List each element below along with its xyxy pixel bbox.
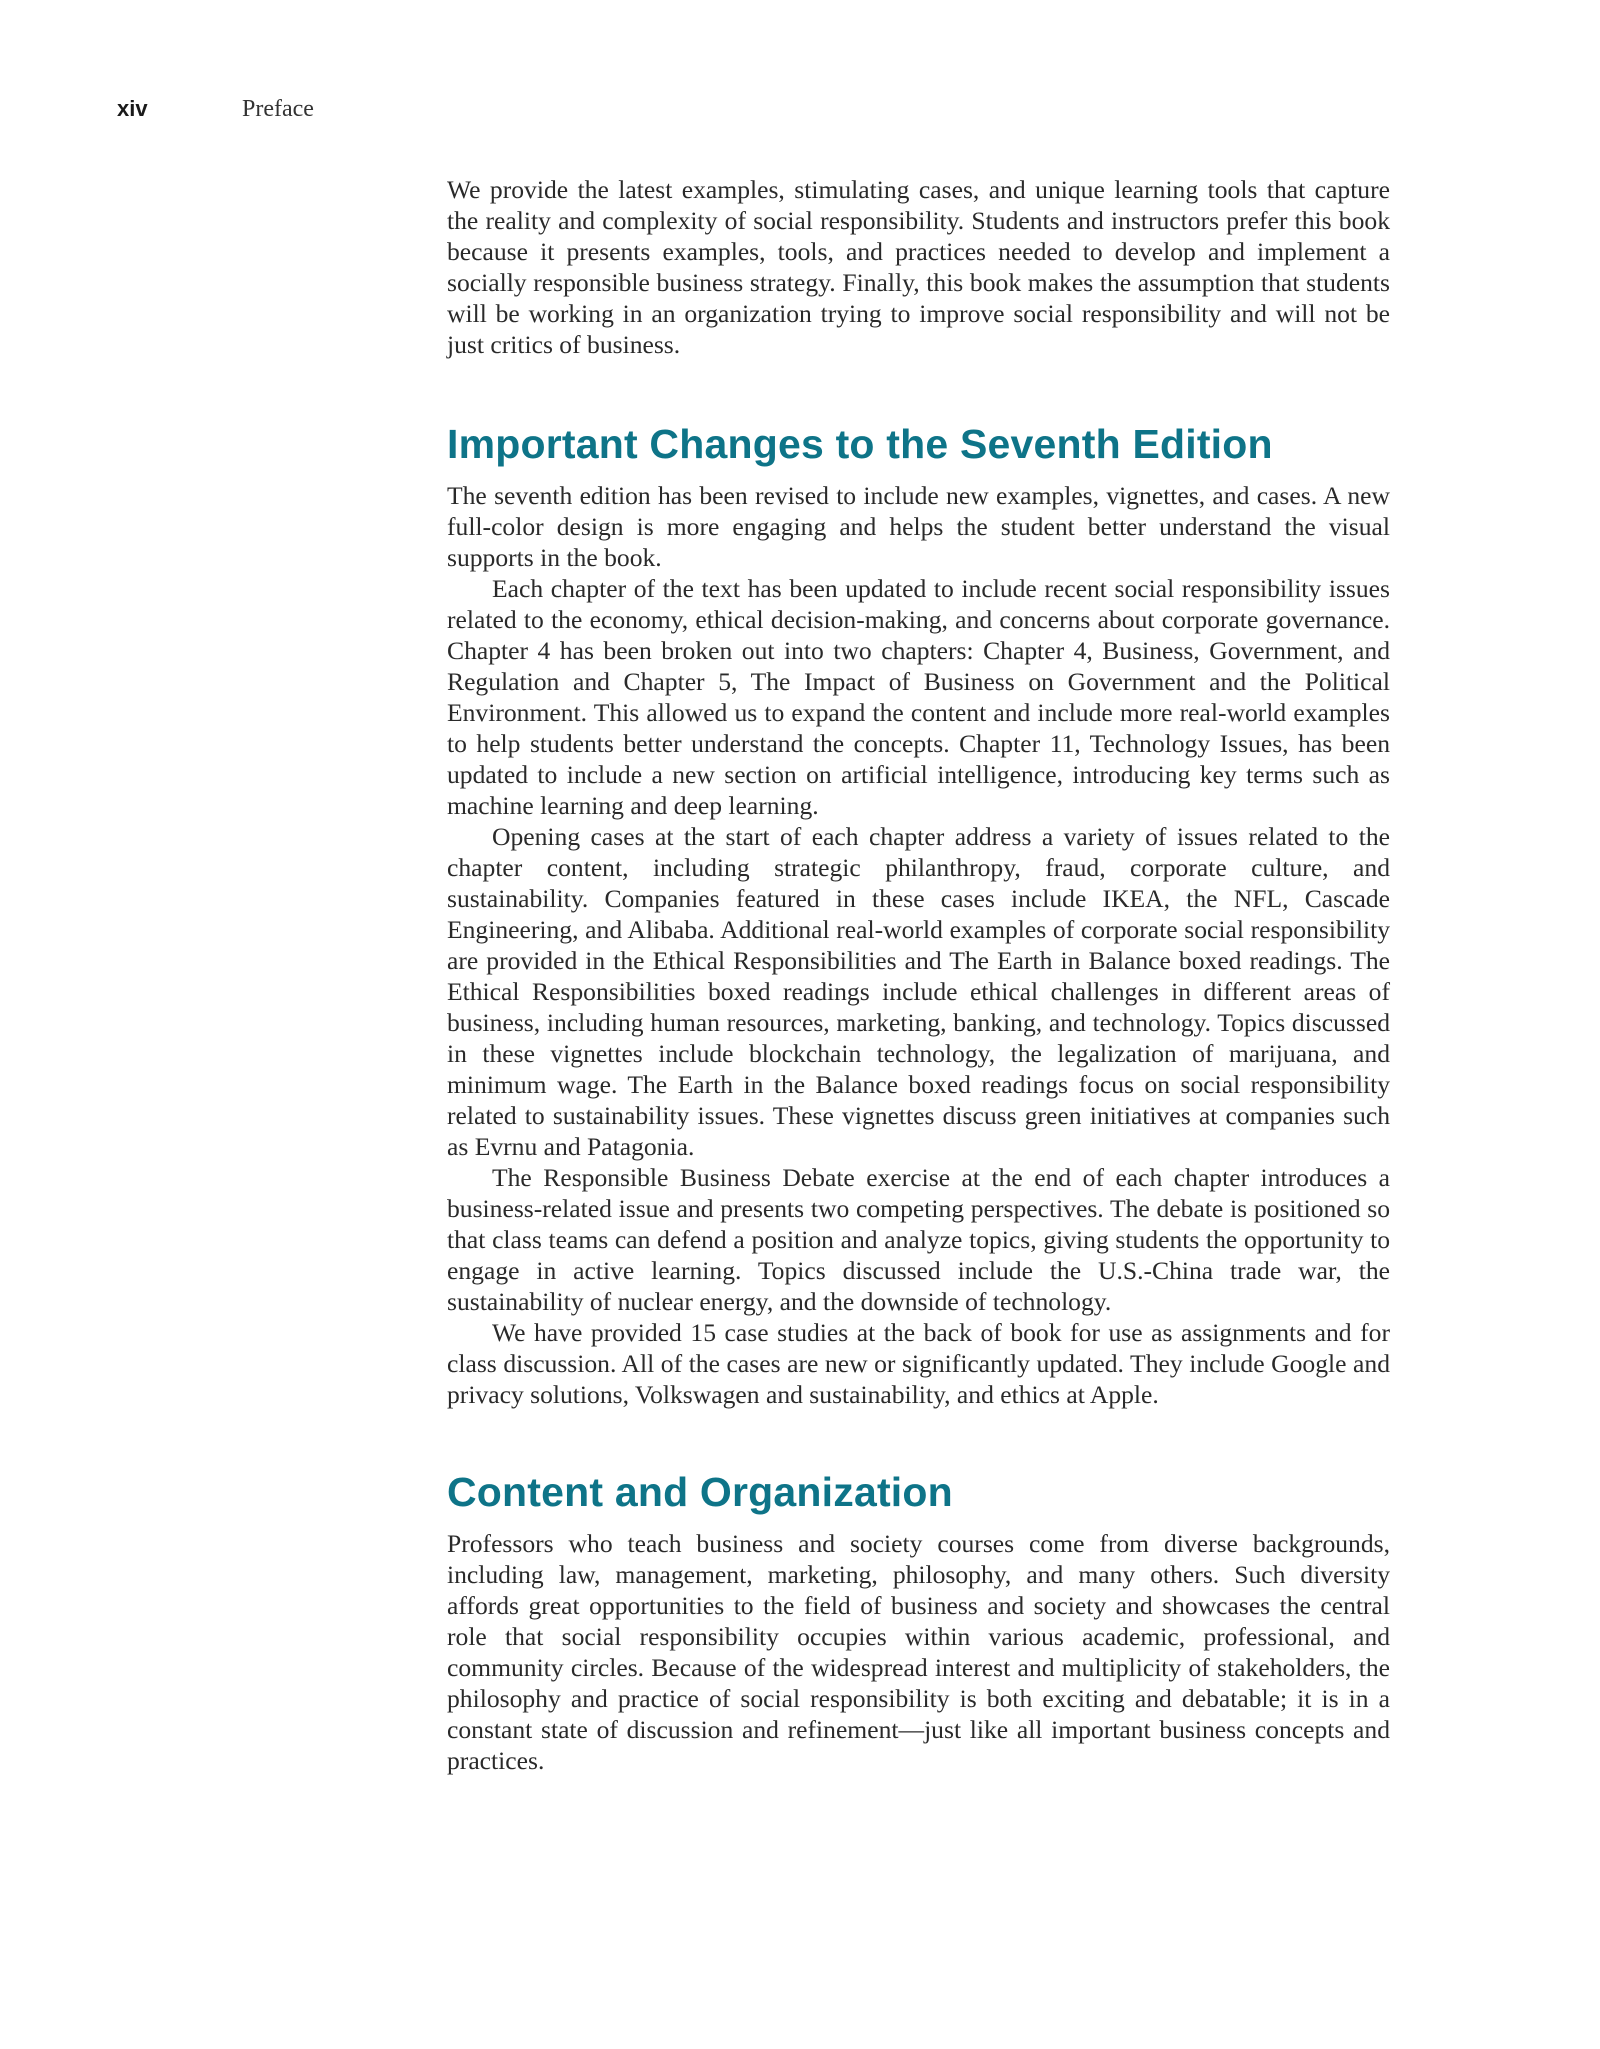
changes-paragraph-5: We have provided 15 case studies at the back of book for use as assignments and for class discussion. All of the cases are new or significantly updated. They include Google and privacy solutions, Volkswagen and sustainability, and ethics at Apple. (447, 1318, 1390, 1409)
changes-paragraph-4: The Responsible Business Debate exercise at the end of each chapter introduces a business-related issue and presents two competing perspectives. The debate is positioned so that class teams can defend a position and analyze topics, giving students the opportunity to engage in active learning. Topics discussed include the U.S.-China trade war, the sustainability of nuclear energy, and the downside of technology. (447, 1163, 1390, 1316)
running-head-section: Preface (242, 96, 314, 122)
content-paragraph-1: Professors who teach business and society courses come from diverse backgrounds, including law, management, marketing, philosophy, and many others. Such diversity affords great opportunities to the field of business and society and showcases the central role that social responsibility occupies within various academic, professional, and community circles. Because of the widespread interest and multiplicity of stakeholders, the philosophy and practice of social responsibility is both exciting and debatable; it is in a constant state of discussion and refinement—just like all important business concepts and practices. (447, 1529, 1390, 1775)
page-number: xiv (117, 96, 148, 121)
running-head (117, 96, 314, 126)
changes-paragraph-1: The seventh edition has been revised to include new examples, vignettes, and cases. A new full-color design is more engaging and helps the student better understand the visual supports in the book. (447, 481, 1390, 572)
changes-paragraph-2: Each chapter of the text has been updated to include recent social responsibility issues related to the economy, ethical decision-making, and concerns about corporate governance. Chapter 4 has been broken out into two chapters: Chapter 4, Business, Government, and Regulation and Chapter 5, The Impact of Business on Government and the Political Environment. This allowed us to expand the content and include more real-world examples to help students better understand the concepts. Chapter 11, Technology Issues, has been updated to include a new section on artificial intelligence, introducing key terms such as machine learning and deep learning. (447, 574, 1390, 820)
main-text-column (447, 174, 1390, 1776)
changes-paragraph-3: Opening cases at the start of each chapter address a variety of issues related to the chapter content, including strategic philanthropy, fraud, corporate culture, and sustainability. Companies featured in these cases include IKEA, the NFL, Cascade Engineering, and Alibaba. Additional real-world examples of corporate social responsibility are provided in the Ethical Responsibilities and The Earth in Balance boxed readings. The Ethical Responsibilities boxed readings include ethical challenges in different areas of business, including human resources, marketing, banking, and technology. Topics discussed in these vignettes include blockchain technology, the legalization of marijuana, and minimum wage. The Earth in the Balance boxed readings focus on social responsibility related to sustainability issues. These vignettes discuss green initiatives at companies such as Evrnu and Patagonia. (447, 822, 1390, 1161)
intro-paragraph: We provide the latest examples, stimulating cases, and unique learning tools that capture the reality and complexity of social responsibility. Students and instructors prefer this book because it presents examples, tools, and practices needed to develop and implement a socially responsible business strategy. Finally, this book makes the assumption that students will be working in an organization trying to improve social responsibility and will not be just critics of business. (447, 175, 1390, 359)
section-heading-changes: Important Changes to the Seventh Edition (447, 421, 1273, 467)
section-heading-content: Content and Organization (447, 1469, 953, 1515)
